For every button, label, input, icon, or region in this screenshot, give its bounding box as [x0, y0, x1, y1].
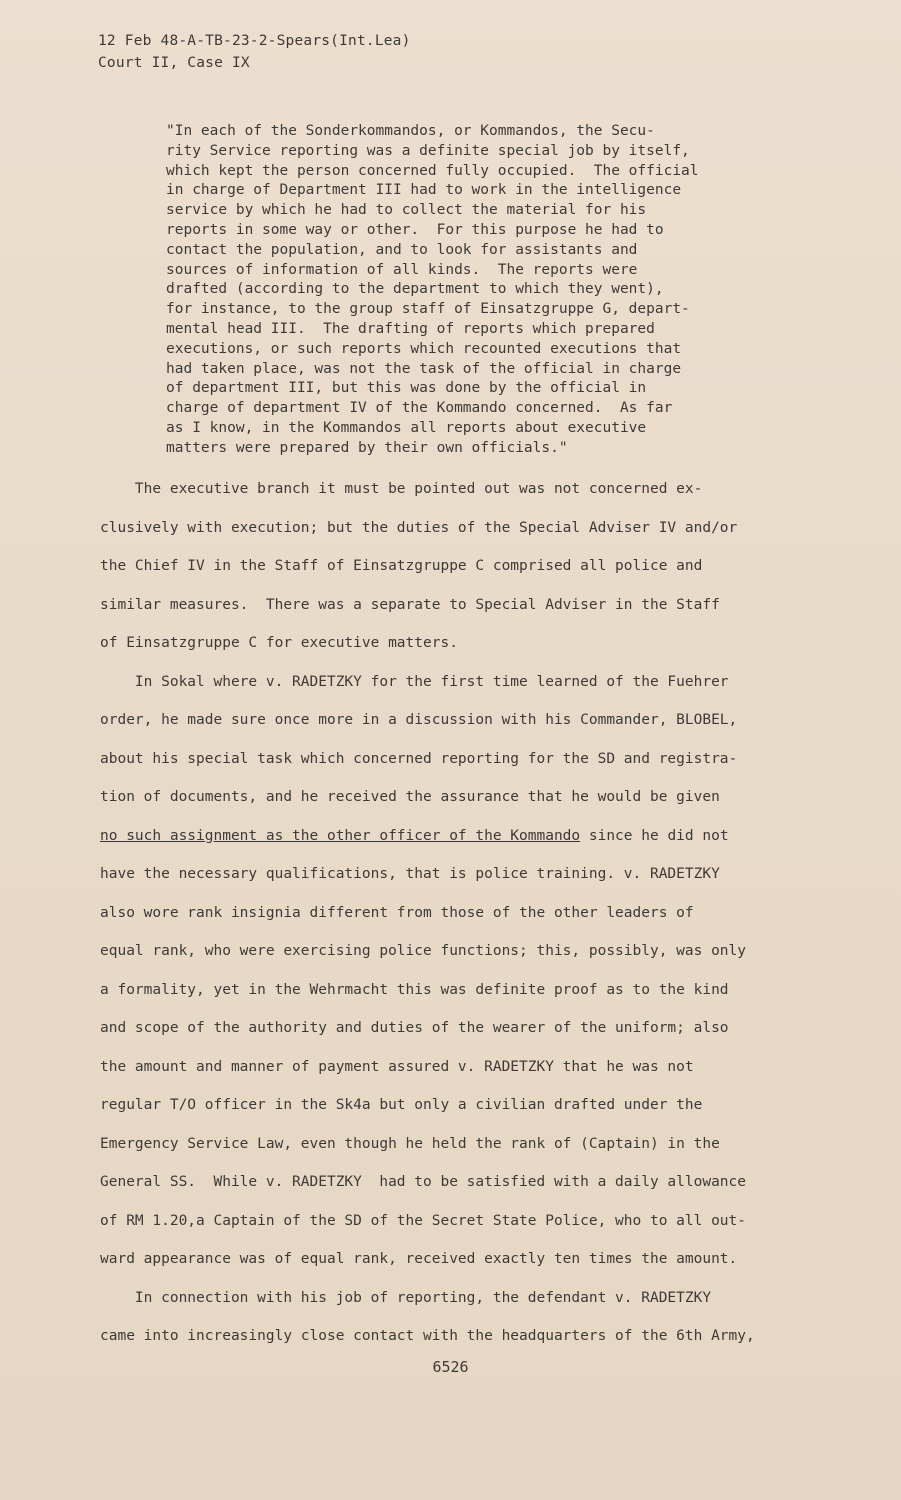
quote-line: of department III, but this was done by the official in: [166, 380, 647, 397]
body-line: In connection with his job of reporting, the defendant v. RADETZKY: [100, 1289, 712, 1306]
body-line: The executive branch it must be pointed out was not concerned ex-: [100, 481, 703, 497]
quote-line: had taken place, was not the task of the official in charge: [166, 360, 682, 377]
quote-line: charge of department IV of the Kommando concerned. As far: [166, 400, 673, 417]
quoted-testimony: [166, 122, 766, 459]
body-line: came into increasingly close contact with the headquarters of the 6th Army,: [100, 1328, 755, 1344]
quote-line: drafted (according to the department to which they went),: [166, 281, 664, 298]
quote-line: mental head III. The drafting of reports which prepared: [166, 320, 655, 337]
underlined-line-rest: since he did not: [580, 827, 729, 844]
quote-line: sources of information of all kinds. The reports were: [166, 261, 638, 278]
header-reference: 12 Feb 48-A-TB-23-2-Spears(Int.Lea): [98, 33, 411, 49]
document-header: [98, 30, 411, 74]
body-line: equal rank, who were exercising police functions; this, possibly, was only: [100, 943, 747, 959]
quote-line: matters were prepared by their own officials.": [166, 439, 568, 456]
header-court: Court II, Case IX: [98, 55, 250, 71]
quote-line: executions, or such reports which recounted executions that: [166, 340, 682, 357]
body-line: and scope of the authority and duties of the wearer of the uniform; also: [100, 1020, 729, 1036]
body-line: In Sokal where v. RADETZKY for the first time learned of the Fuehrer: [100, 673, 729, 690]
body-line: the Chief IV in the Staff of Einsatzgruppe C comprised all police and: [100, 558, 703, 574]
body-text: [100, 470, 840, 1356]
page-number: 6526: [432, 1358, 469, 1376]
body-line-underlined: [100, 817, 840, 856]
body-line: General SS. While v. RADETZKY had to be satisfied with a daily allowance: [100, 1174, 747, 1190]
body-line: have the necessary qualifications, that is police training. v. RADETZKY: [100, 866, 720, 882]
body-line: ward appearance was of equal rank, received exactly ten times the amount.: [100, 1251, 738, 1267]
body-line: clusively with execution; but the duties of the Special Adviser IV and/or: [100, 519, 738, 536]
body-line: of RM 1.20,a Captain of the SD of the Secret State Police, who to all out-: [100, 1212, 747, 1229]
quote-line: "In each of the Sonderkommandos, or Kommandos, the Secu-: [166, 123, 655, 139]
body-line: regular T/O officer in the Sk4a but only a civilian drafted under the: [100, 1097, 703, 1113]
body-line: Emergency Service Law, even though he held the rank of (Captain) in the: [100, 1135, 720, 1152]
body-line: similar measures. There was a separate to Special Adviser in the Staff: [100, 596, 720, 613]
quote-line: for instance, to the group staff of Einsatzgruppe G, depart-: [166, 301, 690, 318]
body-line: of Einsatzgruppe C for executive matters.: [100, 635, 458, 651]
quote-line: in charge of Department III had to work in the intelligence: [166, 182, 682, 199]
body-line: a formality, yet in the Wehrmacht this was definite proof as to the kind: [100, 981, 729, 998]
body-line: tion of documents, and he received the assurance that he would be given: [100, 789, 720, 805]
quote-line: rity Service reporting was a definite special job by itself,: [166, 142, 690, 159]
body-line: also wore rank insignia different from those of the other leaders of: [100, 904, 694, 921]
quote-line: which kept the person concerned fully occupied. The official: [166, 162, 699, 179]
body-line: about his special task which concerned reporting for the SD and registra-: [100, 750, 738, 767]
quote-line: reports in some way or other. For this purpose he had to: [166, 221, 664, 238]
quote-line: service by which he had to collect the material for his: [166, 202, 647, 219]
quote-line: as I know, in the Kommandos all reports about executive: [166, 419, 647, 436]
body-line: the amount and manner of payment assured v. RADETZKY that he was not: [100, 1058, 694, 1075]
quote-line: contact the population, and to look for assistants and: [166, 241, 638, 258]
body-line: order, he made sure once more in a discussion with his Commander, BLOBEL,: [100, 712, 738, 728]
underlined-phrase: no such assignment as the other officer of the Kommando: [100, 827, 581, 844]
